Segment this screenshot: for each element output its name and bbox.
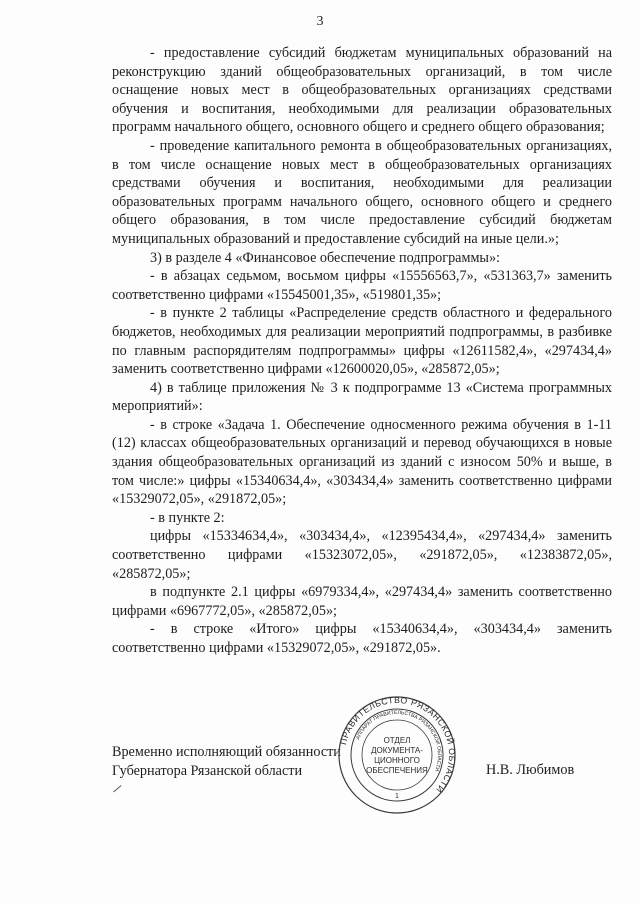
signatory-title-line1: Временно исполняющий обязанности — [112, 744, 341, 760]
stamp-center-line: ДОКУМЕНТА- — [371, 746, 423, 755]
paragraph: 3) в разделе 4 «Финансовое обеспечение подпрограммы»: — [150, 249, 500, 266]
paragraph: - проведение капитального ремонта в общеобразовательных организациях, в том числе оснащение новых мест в общеобразовательных организациях средствами обучения и воспитания, необходимыми для реализации образовательных программ начального общего, основного общего и среднего общего образования, в том числе предоставление субсидий бюджетам муниципальных образований и предоставление субсидий на иные цели.»; — [112, 137, 612, 247]
paragraph: - в пункте 2 таблицы «Распределение средств областного и федерального бюджетов, необходимых для реализации мероприятий подпрограммы, в разбивке по главным распорядителям подпрограммы» цифры «12611582,4», «297434,4» заменить соответственно цифрами «12600020,05», «285872,05»; — [112, 305, 612, 378]
signatory-name: Н.В. Любимов — [486, 762, 575, 778]
paragraph: - в абзацах седьмом, восьмом цифры «15556563,7», «531363,7» заменить соответственно цифрами «15545001,35», «519801,35»; — [112, 268, 612, 303]
stamp-number: 1 — [395, 793, 399, 800]
stamp-center-line: ЦИОННОГО — [374, 756, 420, 765]
stamp-center-line: ОБЕСПЕЧЕНИЯ — [366, 766, 428, 775]
paragraph: - в пункте 2: — [150, 509, 225, 526]
paragraph: - в строке «Задача 1. Обеспечение односменного режима обучения в 1-11 (12) классах общеобразовательных организаций и перевод обучающихся в новые здания общеобразовательных организаций из зданий с износом 50% и выше, в том числе:» цифры «15340634,4», «303434,4» заменить соответственно цифрами «15329072,05», «291872,05»; — [112, 416, 612, 508]
signatory-title — [112, 743, 341, 780]
document-body — [112, 44, 612, 658]
official-stamp — [337, 695, 457, 815]
paragraph: 4) в таблице приложения № 3 к подпрограмме 13 «Система программных мероприятий»: — [112, 379, 612, 415]
stamp-center-line: ОТДЕЛ — [383, 736, 411, 745]
stamp-inner-text: АППАРАТ ПРАВИТЕЛЬСТВА РЯЗАНСКОЙ ОБЛАСТИ — [355, 709, 443, 772]
signature-mark — [113, 785, 123, 794]
page-number: 3 — [316, 14, 324, 29]
signatory-title-line2: Губернатора Рязанской области — [112, 762, 303, 779]
stamp-outer-text: ПРАВИТЕЛЬСТВО РЯЗАНСКОЙ ОБЛАСТИ — [338, 695, 457, 796]
paragraph: - в строке «Итого» цифры «15340634,4», «303434,4» заменить соответственно цифрами «15329072,05», «291872,05». — [112, 621, 612, 656]
paragraph: в подпункте 2.1 цифры «6979334,4», «297434,4» заменить соответственно цифрами «6967772,05», «285872,05»; — [112, 584, 612, 619]
paragraph: цифры «15334634,4», «303434,4», «12395434,4», «297434,4» заменить соответственно цифрами «15323072,05», «291872,05», «12383872,05», «285872,05»; — [112, 528, 612, 582]
paragraph: - предоставление субсидий бюджетам муниципальных образований на реконструкцию зданий общеобразовательных организаций, в том числе оснащение новых мест в общеобразовательных организациях средствами обучения и воспитания, необходимыми для реализации образовательных программ начального общего, основного общего и среднего общего образования; — [112, 45, 612, 136]
